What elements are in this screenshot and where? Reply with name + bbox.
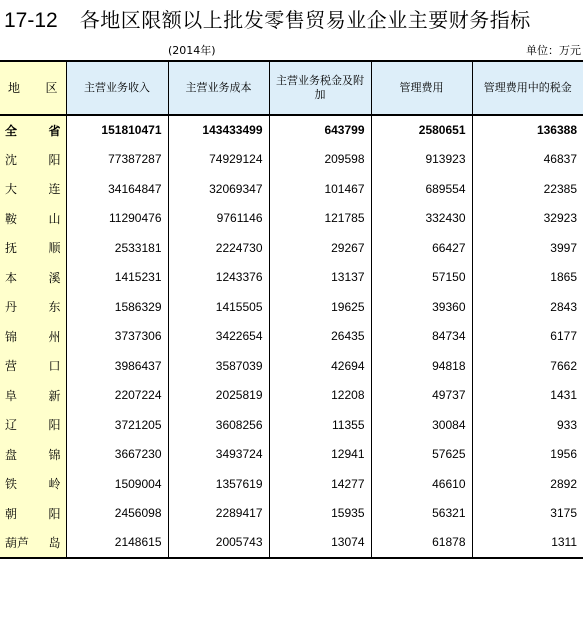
region-cell [0,233,66,263]
value-cell: 2005743 [168,528,269,558]
region-name-part: 阳 [48,506,61,521]
value-cell: 2025819 [168,381,269,411]
region-name-part: 阳 [48,418,61,433]
value-cell: 1357619 [168,469,269,499]
value-cell: 3667230 [66,440,168,470]
value-cell: 9761146 [168,204,269,234]
value-cell: 46610 [371,469,472,499]
region-name-part: 州 [48,329,61,344]
value-cell: 2224730 [168,233,269,263]
value-cell: 12941 [269,440,371,470]
region-cell [0,115,66,145]
value-cell: 643799 [269,115,371,145]
value-cell: 19625 [269,292,371,322]
value-cell: 1586329 [66,292,168,322]
value-cell: 7662 [472,351,583,381]
region-column-header [0,61,66,115]
value-cell: 1509004 [66,469,168,499]
region-name-part: 口 [48,359,61,374]
value-cell: 39360 [371,292,472,322]
region-name-part: 辽 [5,418,18,433]
region-name-part: 葫芦 [5,535,30,550]
region-name-part: 大 [5,182,18,197]
table-row [0,292,583,322]
value-cell: 32923 [472,204,583,234]
value-cell: 209598 [269,145,371,175]
table-row [0,174,583,204]
region-name-part: 丹 [5,300,18,315]
region-cell [0,174,66,204]
value-cell: 29267 [269,233,371,263]
value-cell: 49737 [371,381,472,411]
table-row [0,204,583,234]
region-header-left: 地 [8,81,21,95]
region-name-part: 连 [48,182,61,197]
region-header-right: 区 [45,81,58,95]
table-row [0,351,583,381]
column-header-admin-expenses: 管理费用 [371,61,472,115]
column-header-tax-surcharge: 主营业务税金及附加 [269,61,371,115]
value-cell: 11355 [269,410,371,440]
value-cell: 2533181 [66,233,168,263]
value-cell: 46837 [472,145,583,175]
value-cell: 2580651 [371,115,472,145]
table-row [0,528,583,558]
value-cell: 34164847 [66,174,168,204]
value-cell: 1956 [472,440,583,470]
value-cell: 11290476 [66,204,168,234]
region-name-part: 锦 [5,329,18,344]
value-cell: 66427 [371,233,472,263]
region-name-part: 溪 [48,270,61,285]
value-cell: 12208 [269,381,371,411]
value-cell: 913923 [371,145,472,175]
region-name-part: 阜 [5,388,18,403]
value-cell: 14277 [269,469,371,499]
value-cell: 15935 [269,499,371,529]
value-cell: 6177 [472,322,583,352]
value-cell: 2289417 [168,499,269,529]
region-name-part: 阳 [48,152,61,167]
year-note: (2014年) [168,44,216,57]
region-name-part: 抚 [5,241,18,256]
region-name-part: 盘 [5,447,18,462]
value-cell: 3721205 [66,410,168,440]
value-cell: 1431 [472,381,583,411]
table-row [0,233,583,263]
region-name-part: 省 [48,123,61,138]
region-name-part: 本 [5,270,18,285]
region-cell [0,528,66,558]
value-cell: 933 [472,410,583,440]
region-name-part: 东 [48,300,61,315]
value-cell: 3493724 [168,440,269,470]
value-cell: 3737306 [66,322,168,352]
value-cell: 2207224 [66,381,168,411]
value-cell: 1415231 [66,263,168,293]
region-cell [0,292,66,322]
value-cell: 1865 [472,263,583,293]
region-name-part: 铁 [5,477,18,492]
region-cell [0,322,66,352]
region-name-part: 岛 [48,535,61,550]
value-cell: 13137 [269,263,371,293]
table-row [0,322,583,352]
region-cell [0,204,66,234]
region-name-part: 沈 [5,152,18,167]
region-cell [0,263,66,293]
value-cell: 2892 [472,469,583,499]
table-row [0,381,583,411]
page-title [4,4,531,34]
value-cell: 3608256 [168,410,269,440]
table-row [0,440,583,470]
region-cell [0,440,66,470]
value-cell: 57150 [371,263,472,293]
table-row [0,263,583,293]
value-cell: 84734 [371,322,472,352]
value-cell: 22385 [472,174,583,204]
value-cell: 77387287 [66,145,168,175]
region-name-part: 营 [5,359,18,374]
column-header-revenue: 主营业务收入 [66,61,168,115]
table-title: 各地区限额以上批发零售贸易业企业主要财务指标 [79,8,531,32]
table-row [0,145,583,175]
column-header-cost: 主营业务成本 [168,61,269,115]
value-cell: 1415505 [168,292,269,322]
value-cell: 32069347 [168,174,269,204]
table-number: 17-12 [4,9,58,32]
table-row [0,499,583,529]
value-cell: 26435 [269,322,371,352]
value-cell: 1311 [472,528,583,558]
value-cell: 2456098 [66,499,168,529]
region-cell [0,381,66,411]
value-cell: 61878 [371,528,472,558]
value-cell: 689554 [371,174,472,204]
region-name-part: 新 [48,388,61,403]
region-cell [0,410,66,440]
value-cell: 143433499 [168,115,269,145]
region-name-part: 山 [48,211,61,226]
financial-indicators-table [0,60,583,559]
value-cell: 101467 [269,174,371,204]
value-cell: 1243376 [168,263,269,293]
value-cell: 121785 [269,204,371,234]
value-cell: 3175 [472,499,583,529]
value-cell: 151810471 [66,115,168,145]
value-cell: 3587039 [168,351,269,381]
value-cell: 56321 [371,499,472,529]
table-row [0,469,583,499]
region-name-part: 顺 [48,241,61,256]
header-row [0,61,583,115]
region-cell [0,469,66,499]
region-cell [0,145,66,175]
value-cell: 30084 [371,410,472,440]
table-row [0,410,583,440]
value-cell: 332430 [371,204,472,234]
total-row [0,115,583,145]
value-cell: 3986437 [66,351,168,381]
region-name-part: 锦 [48,447,61,462]
region-cell [0,499,66,529]
region-name-part: 鞍 [5,211,18,226]
value-cell: 2843 [472,292,583,322]
value-cell: 3997 [472,233,583,263]
value-cell: 74929124 [168,145,269,175]
value-cell: 94818 [371,351,472,381]
value-cell: 57625 [371,440,472,470]
region-name-part: 岭 [48,477,61,492]
region-name-part: 全 [5,123,18,138]
value-cell: 3422654 [168,322,269,352]
region-name-part: 朝 [5,506,18,521]
column-header-admin-tax: 管理费用中的税金 [472,61,583,115]
value-cell: 136388 [472,115,583,145]
unit-label: 单位：万元 [526,44,581,57]
region-cell [0,351,66,381]
value-cell: 42694 [269,351,371,381]
value-cell: 2148615 [66,528,168,558]
value-cell: 13074 [269,528,371,558]
